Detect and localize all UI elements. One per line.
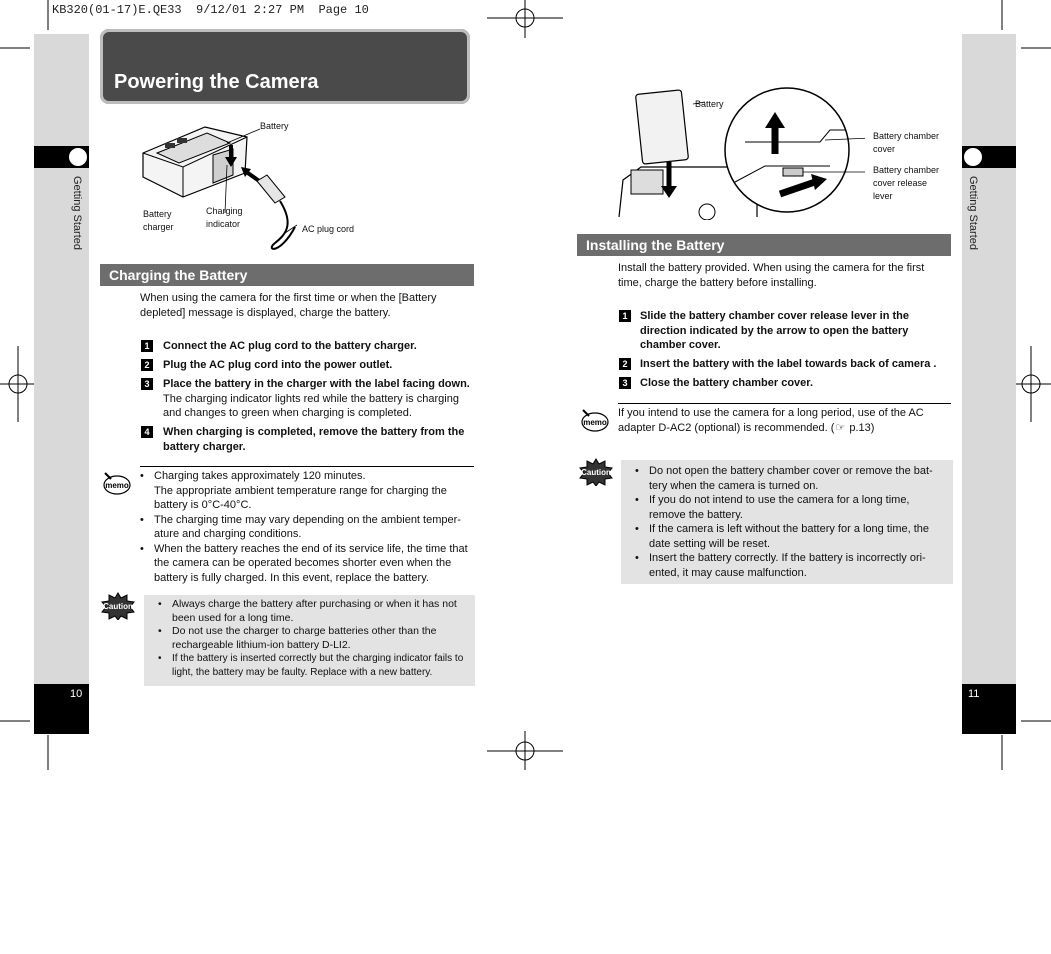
registration-mark-top: [487, 0, 563, 38]
step-text: Place the battery in the charger with the label facing down.: [163, 378, 470, 390]
right-side-label: Getting Started: [967, 176, 979, 250]
print-slug: KB320(01-17)E.QE33 9/12/01 2:27 PM Page 10: [52, 3, 369, 17]
figure-label-ac-plug-cord: AC plug cord: [302, 224, 355, 234]
step-note: The charging indicator lights red while the battery is charging and changes to green when charging is completed.: [163, 392, 459, 419]
right-page-number: 11: [968, 688, 980, 700]
registration-mark-bottom: [487, 731, 563, 770]
caution-icon-text: Caution: [581, 468, 611, 477]
figure-label-battery-right: Battery: [695, 99, 724, 109]
step-number: 2: [141, 359, 153, 371]
caution-item: • If you do not intend to use the camera for a long time, remove the battery.: [635, 493, 947, 522]
memo-icon: [101, 470, 131, 496]
memo-item: • When the battery reaches the end of its service life, the time that the camera can be operated becomes shorter even when the battery is fully charged. In this event, replace the battery.: [140, 542, 472, 586]
registration-mark-left: [0, 346, 38, 422]
right-section-marker: [963, 147, 983, 167]
memo-divider-right: [618, 403, 951, 404]
caution-box: [144, 595, 475, 686]
figure-label-release-lever: Battery chamber cover release lever: [873, 165, 940, 201]
step-number: 1: [141, 340, 153, 352]
step-4: [140, 425, 475, 459]
caution-box-right: [621, 460, 953, 584]
step-text: Connect the AC plug cord to the battery charger.: [163, 340, 417, 352]
caution-list: [158, 598, 468, 679]
caution-list-right: [635, 464, 947, 580]
step-2: [618, 357, 950, 376]
step-text: Slide the battery chamber cover release lever in the direction indicated by the arrow to open the battery chamber cover.: [640, 310, 910, 351]
caution-item: • Do not open the battery chamber cover or remove the bat-tery when the camera is turned on.: [635, 464, 947, 493]
memo-text-right: [618, 406, 950, 435]
charging-steps: [140, 339, 475, 459]
step-text: When charging is completed, remove the battery from the battery charger.: [163, 426, 465, 453]
section-title-charging: Charging the Battery: [100, 264, 474, 286]
memo-list: [140, 469, 472, 585]
camera-battery-illustration: [615, 82, 865, 220]
memo-icon-text: memo: [105, 481, 129, 490]
step-2: [140, 358, 475, 377]
memo-icon-text: memo: [583, 418, 607, 427]
step-number: 3: [141, 378, 153, 390]
charging-intro: When using the camera for the first time or when the [Battery depleted] message is displayed, charge the battery.: [140, 292, 437, 319]
reference-arrow-icon: ☞: [835, 421, 846, 434]
memo-divider: [140, 466, 474, 467]
step-number: 2: [619, 358, 631, 370]
step-3: [618, 376, 950, 395]
step-number: 4: [141, 426, 153, 438]
caution-icon-text: Caution: [103, 602, 133, 611]
memo-text: If you intend to use the camera for a long period, use of the AC adapter D-AC2 (optional) is recommended. (: [618, 407, 924, 434]
figure-label-battery: Battery: [260, 121, 289, 131]
left-sidebar: [34, 34, 89, 684]
caution-item: • Insert the battery correctly. If the battery is incorrectly ori-ented, it may cause malfunction.: [635, 551, 947, 580]
step-text: Plug the AC plug cord into the power outlet.: [163, 359, 393, 371]
installing-steps: [618, 309, 950, 395]
charger-illustration: [135, 115, 365, 260]
figure-label-battery-chamber-cover: Battery chamber cover: [873, 131, 940, 154]
step-number: 1: [619, 310, 631, 322]
step-3: [140, 377, 475, 425]
memo-page-reference: p.13): [846, 421, 875, 434]
step-1: [618, 309, 950, 357]
caution-item: • Always charge the battery after purchasing or when it has not been used for a long time.: [158, 598, 468, 625]
caution-icon: [101, 592, 135, 620]
caution-item: • If the camera is left without the battery for a long time, the date setting will be reset.: [635, 522, 947, 551]
step-text: Close the battery chamber cover.: [640, 377, 814, 389]
step-text: Insert the battery with the label towards back of camera .: [640, 358, 937, 370]
caution-icon-right: [579, 458, 613, 486]
right-sidebar: [962, 34, 1016, 684]
memo-item: • The charging time may vary depending on the ambient temper-ature and charging conditions.: [140, 513, 472, 542]
registration-mark-right: [1013, 346, 1051, 422]
left-section-marker: [68, 147, 88, 167]
step-1: [140, 339, 475, 358]
page-title: Powering the Camera: [114, 71, 319, 93]
installing-intro: Install the battery provided. When using the camera for the first time, charge the battery before installing.: [618, 262, 925, 289]
step-number: 3: [619, 377, 631, 389]
left-page-number: 10: [70, 688, 83, 700]
figure-label-charging-indicator: Charging indicator: [206, 206, 243, 229]
memo-icon-right: [579, 407, 609, 433]
section-title-installing: Installing the Battery: [577, 234, 951, 256]
figure-label-battery-charger: Battery charger: [143, 209, 174, 232]
caution-item: • Do not use the charger to charge batteries other than the rechargeable lithium-ion battery D-LI2.: [158, 625, 468, 652]
caution-item: • If the battery is inserted correctly but the charging indicator fails to light, the battery may be faulty. Replace with a new battery.: [158, 652, 468, 679]
memo-item: • Charging takes approximately 120 minutes. The appropriate ambient temperature range for charging the battery is 0°C-40°C.: [140, 469, 472, 513]
left-side-label: Getting Started: [71, 176, 83, 250]
